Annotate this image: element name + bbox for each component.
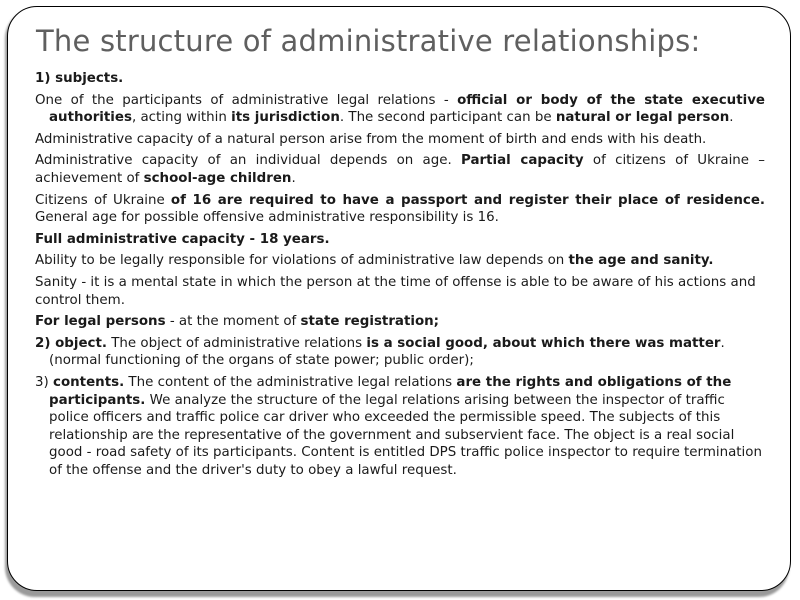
paragraph-contents: 3) contents. The content of the administrative legal relations are the rights and obligations of the participants. We analyze the structure of the legal relations arising between the inspector of traffic police officers and traffic police car driver who exceeded the permissible speed. The subjects of this relationship are the representative of the government and subservient face. The object is a real social good - road safety of its participants. Content is entitled DPS traffic police inspector to require termination of the offense and the driver's duty to obey a lawful request. (35, 374, 762, 478)
paragraph-legal-responsibility: Ability to be legally responsible for violations of administrative law depends on the age and sanity. (35, 253, 714, 269)
paragraph-natural-person-capacity: Administrative capacity of a natural person arise from the moment of birth and ends with his death. (35, 131, 707, 147)
paragraph-full-capacity: Full administrative capacity - 18 years. (35, 231, 330, 247)
slide-body (35, 70, 765, 483)
paragraph-individual-capacity: Administrative capacity of an individual depends on age. Partial capacity of citizens of Ukraine – achievement of school-age children. (35, 153, 765, 186)
paragraph-sanity: Sanity - it is a mental state in which the person at the time of offense is able to be aware of his actions and control them. (35, 274, 756, 308)
slide-title: The structure of administrative relationships: (36, 24, 701, 58)
paragraph-subjects-heading: 1) subjects. (35, 71, 124, 86)
paragraph-participants: One of the participants of administrative legal relations - official or body of the state executive authorities, acting within its jurisdiction. The second participant can be natural or legal person. (35, 92, 765, 126)
paragraph-legal-persons: For legal persons - at the moment of state registration; (35, 314, 440, 330)
paragraph-object: 2) object. The object of administrative relations is a social good, about which there was matter. (normal functioning of the organs of state power; public order); (35, 335, 725, 369)
paragraph-citizens-16: Citizens of Ukraine of 16 are required to have a passport and register their place of residence. General age for possible offensive administrative responsibility is 16. (35, 192, 765, 226)
